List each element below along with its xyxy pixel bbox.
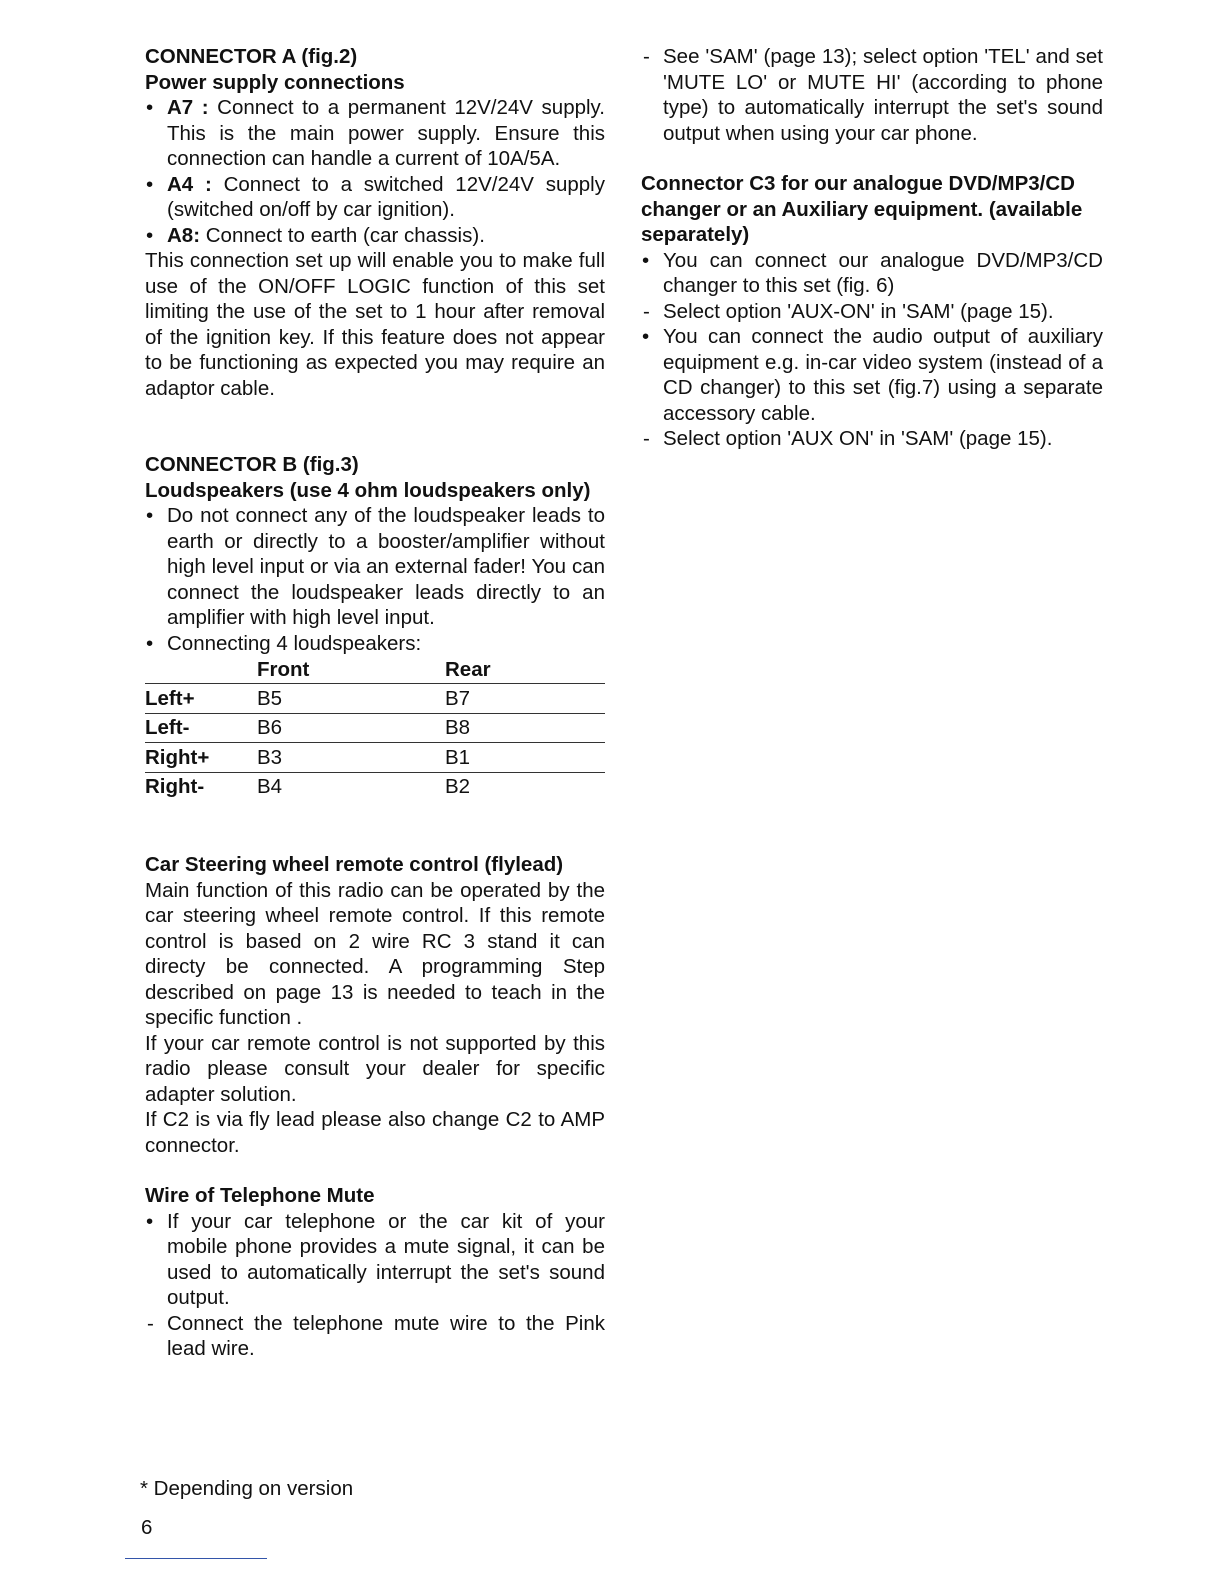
pin-label: A8:: [167, 223, 201, 247]
telephone-mute-list: [145, 1209, 605, 1362]
list-item: - Select option 'AUX ON' in 'SAM' (page 15).: [641, 426, 1103, 452]
list-item: [145, 172, 605, 223]
table-cell: B1: [445, 743, 605, 773]
list-item: [145, 223, 605, 249]
steering-remote-paragraph: If your car remote control is not supported by this radio please consult your dealer for specific adapter solution.: [145, 1031, 605, 1106]
pin-label: A7 :: [167, 96, 209, 119]
speaker-table: [145, 656, 605, 801]
table-cell: Right-: [145, 775, 205, 798]
table-header-row: [145, 656, 605, 684]
pin-text: Connect to a switched 12V/24V supply (switched on/off by car ignition).: [167, 172, 605, 221]
list-item: - Select option 'AUX-ON' in 'SAM' (page 15).: [641, 299, 1103, 325]
telephone-mute-title: Wire of Telephone Mute: [145, 1184, 375, 1207]
table-cell: B5: [257, 684, 445, 714]
connector-b-subtitle: Loudspeakers (use 4 ohm loudspeakers only): [145, 478, 591, 502]
table-cell: B7: [445, 684, 605, 714]
table-cell: B6: [257, 713, 445, 743]
left-column: [145, 44, 605, 1362]
connector-c3-title: Connector C3 for our analogue DVD/MP3/CD changer or an Auxiliary equipment. (available separately): [641, 172, 1083, 246]
table-row: [145, 743, 605, 773]
table-header: Rear: [445, 656, 605, 684]
steering-remote-paragraph: If C2 is via fly lead please also change C2 to AMP connector.: [145, 1108, 605, 1157]
list-item: - See 'SAM' (page 13); select option 'TEL' and set 'MUTE LO' or MUTE HI' (according to phone type) to automatically interrupt the set's sound output when using your car phone.: [641, 44, 1103, 146]
list-item: • If your car telephone or the car kit of your mobile phone provides a mute signal, it can be used to automatically interrupt the set's sound output.: [145, 1209, 605, 1311]
table-cell: B2: [445, 775, 471, 798]
connector-b-list: [145, 503, 605, 656]
table-cell: Left-: [145, 713, 257, 743]
pin-label: A4 :: [167, 172, 212, 196]
list-item: • Do not connect any of the loudspeaker leads to earth or directly to a booster/amplifier without high level input or via an external fader! You can connect the loudspeaker leads directly to an amplifier with high level input.: [145, 503, 605, 631]
connector-a-paragraph: This connection set up will enable you to make full use of the ON/OFF LOGIC function of this set limiting the use of the set to 1 hour after removal of the ignition key. If this feature does not appear to be functioning as expected you may require an adaptor cable.: [145, 249, 605, 400]
footer-rule: [125, 1558, 267, 1559]
list-item: • You can connect our analogue DVD/MP3/CD changer to this set (fig. 6): [641, 248, 1103, 299]
list-item: - Connect the telephone mute wire to the Pink lead wire.: [145, 1311, 605, 1362]
table-cell: B4: [257, 775, 283, 798]
connector-a-list: [145, 95, 605, 248]
sam-list: [641, 44, 1103, 146]
table-cell: B3: [257, 743, 445, 773]
table-header: Front: [257, 656, 445, 684]
connector-a-title: CONNECTOR A (fig.2): [145, 45, 358, 68]
right-column: [641, 44, 1103, 452]
list-item: [145, 95, 605, 172]
connector-a-subtitle: Power supply connections: [145, 70, 405, 94]
connector-b-title: CONNECTOR B (fig.3): [145, 453, 359, 476]
table-row: [145, 684, 605, 714]
pin-text: Connect to earth (car chassis).: [200, 223, 485, 247]
list-item: • Connecting 4 loudspeakers:: [145, 631, 605, 657]
list-item: • You can connect the audio output of auxiliary equipment e.g. in-car video system (instead of a CD changer) to this set (fig.7) using a separate accessory cable.: [641, 324, 1103, 426]
footnote: * Depending on version: [140, 1477, 354, 1500]
table-row: [145, 772, 605, 801]
page-number: 6: [141, 1516, 153, 1539]
steering-remote-paragraph: Main function of this radio can be operated by the car steering wheel remote control. If this remote control is based on 2 wire RC 3 stand it can directy be connected. A programming Step described on page 13 is needed to teach in the specific function .: [145, 878, 605, 1029]
connector-c3-list: [641, 248, 1103, 452]
table-cell: Right+: [145, 743, 257, 773]
table-cell: B8: [445, 713, 605, 743]
table-header: [145, 656, 257, 684]
table-cell: Left+: [145, 684, 257, 714]
pin-text: Connect to a permanent 12V/24V supply. This is the main power supply. Ensure this connection can handle a current of 10A/5A.: [167, 96, 605, 170]
steering-remote-title: Car Steering wheel remote control (flylead): [145, 853, 564, 876]
table-row: [145, 713, 605, 743]
